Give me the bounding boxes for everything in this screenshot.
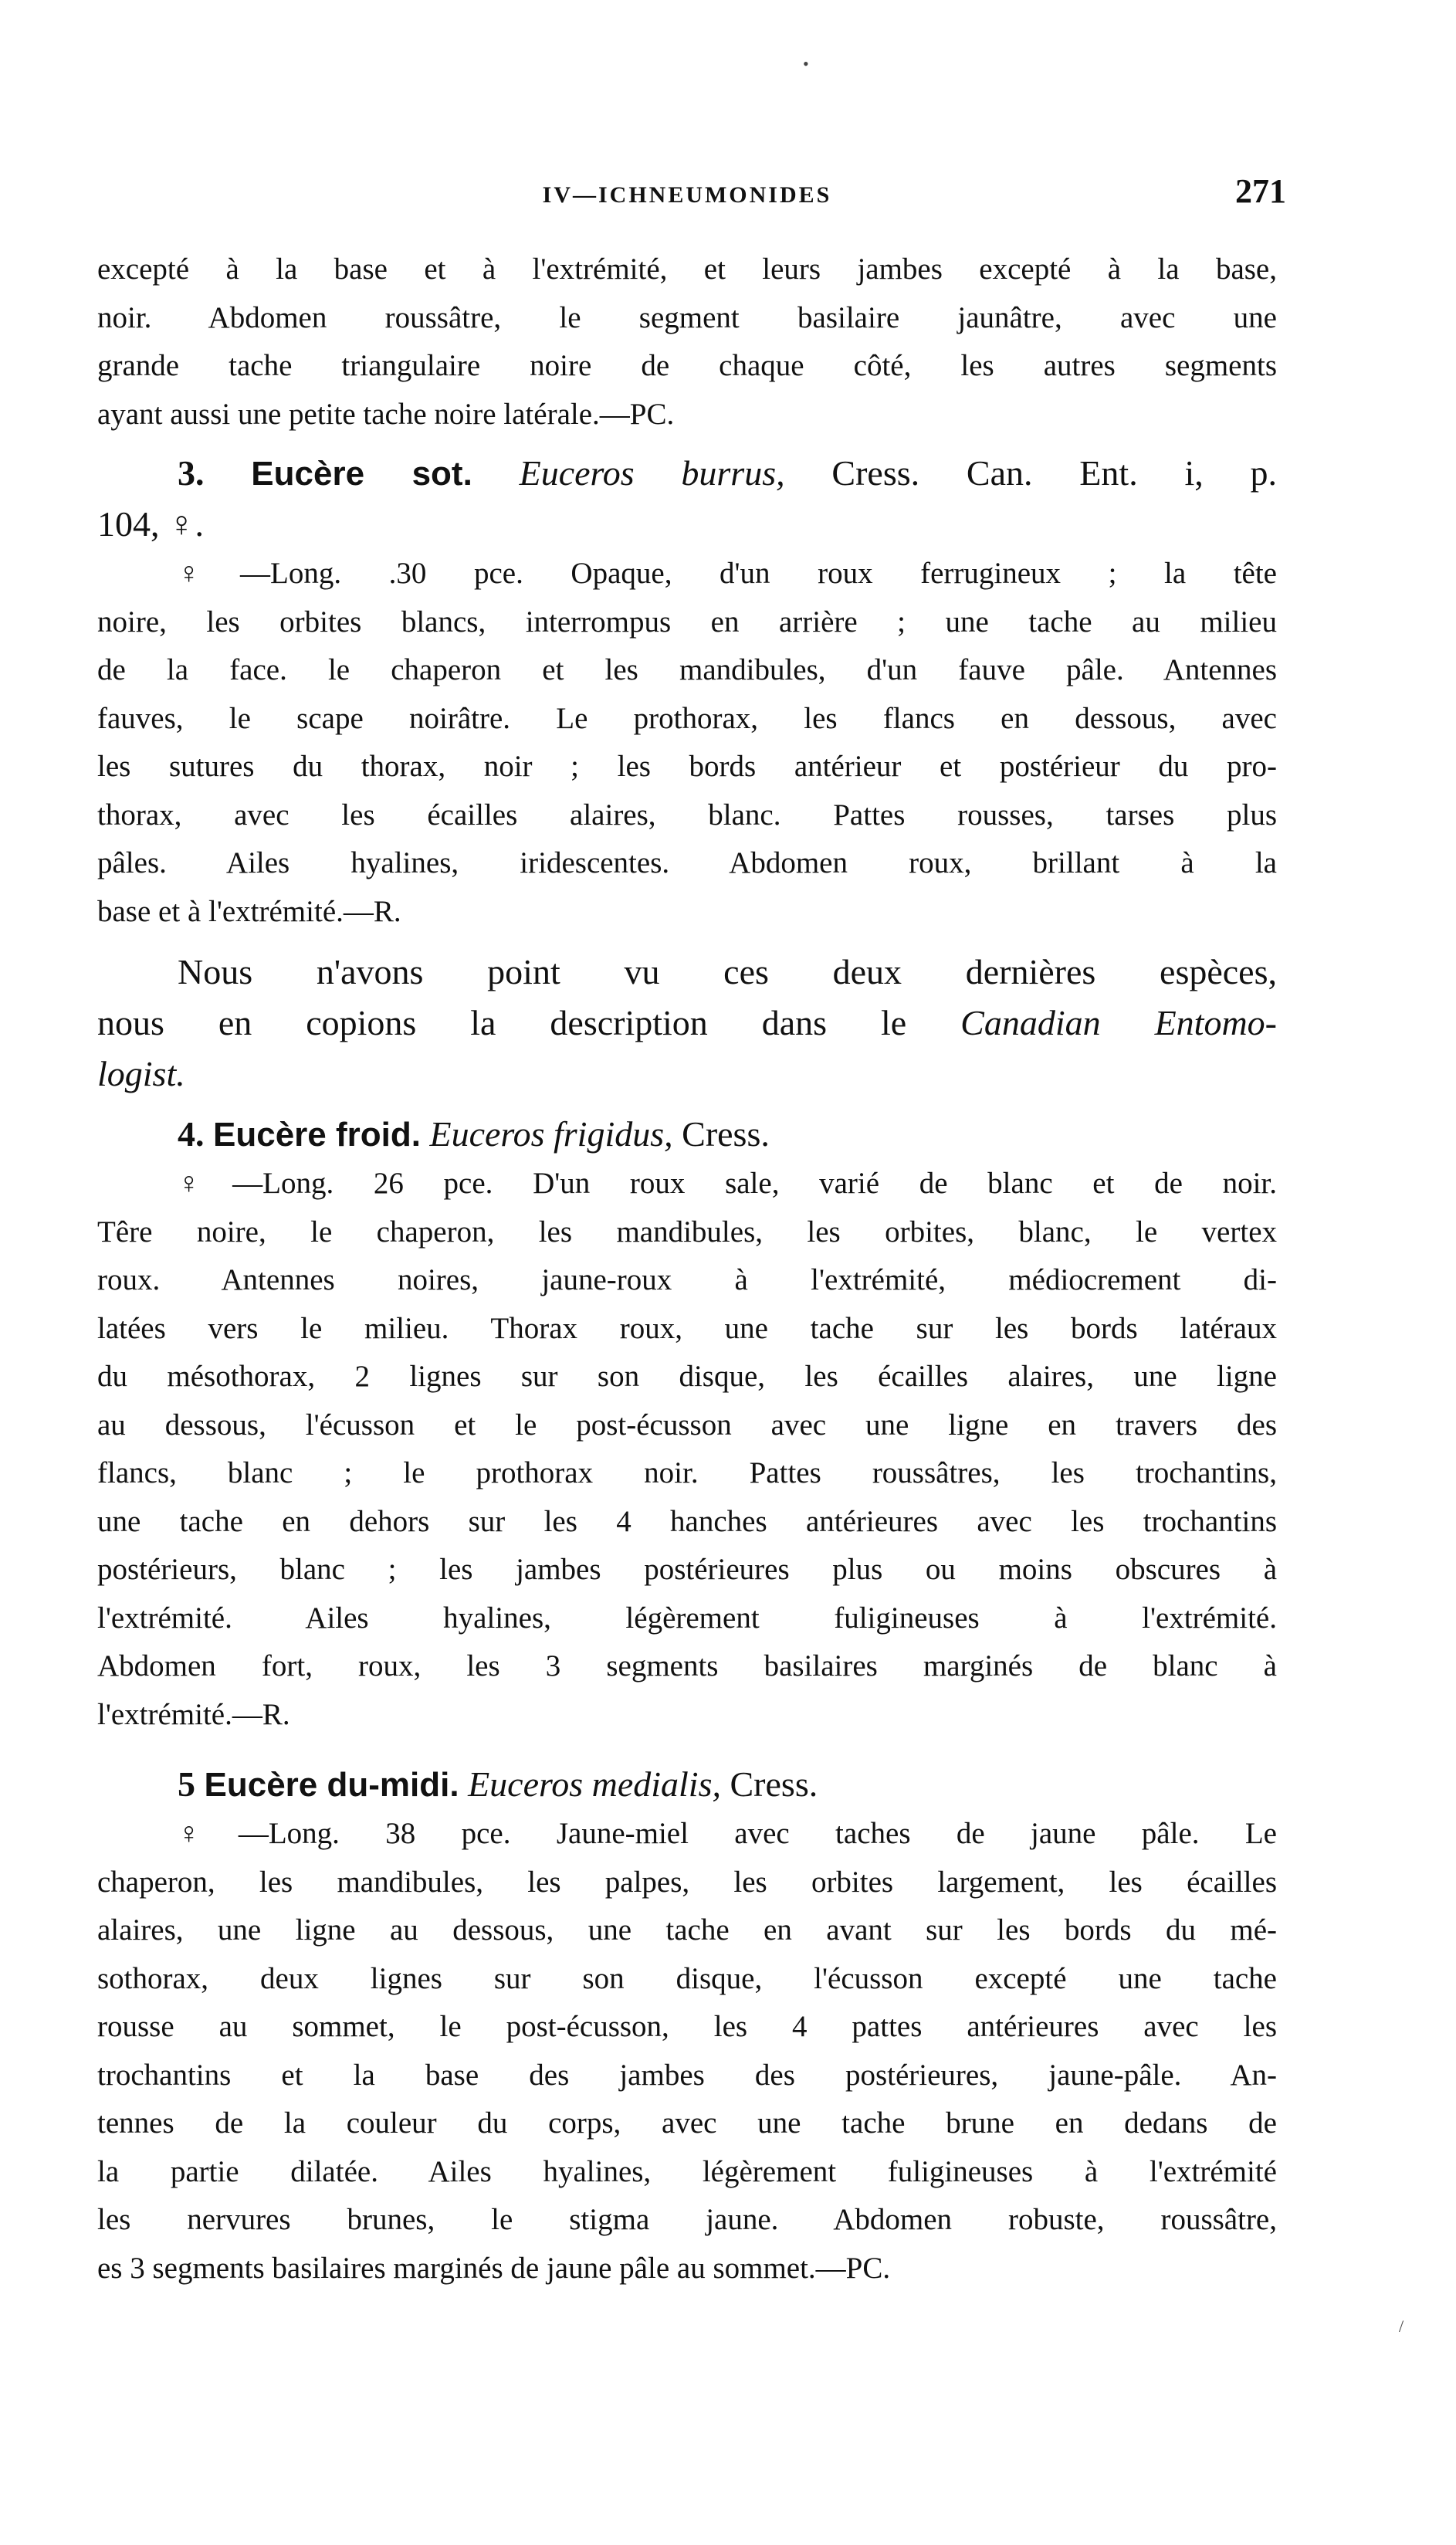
text-line: une tache en dehors sur les 4 hanches antérieures avec les trochantins [97,1504,1277,1538]
spacer [97,1739,1277,1750]
text-line: sothorax, deux lignes sur son disque, l'écusson excepté une tache [97,1961,1277,1995]
text-line: la partie dilatée. Ailes hyalines, légèrement fuligineuses à l'extrémité [97,2154,1277,2188]
text-line: pâles. Ailes hyalines, iridescentes. Abdomen roux, brillant à la [97,846,1277,879]
species-heading [97,1109,1277,1160]
text-line: chaperon, les mandibules, les palpes, les orbites largement, les écailles [97,1865,1277,1899]
spacer [97,936,1277,947]
species-author: Cress. [682,1114,770,1154]
text-line: ♀—Long. 38 pce. Jaune-miel avec taches de jaune pâle. Le [178,1817,1277,1850]
species-heading [97,1759,1277,1810]
species-number: 5 [178,1764,195,1804]
editorial-note [97,947,1277,1100]
note-line [97,998,1277,1049]
text-line: Têre noire, le chaperon, les mandibules, les orbites, blanc, le vertex [97,1215,1277,1249]
note-line: Nous n'avons point vu ces deux dernières espèces, [178,952,1277,991]
text-line: de la face. le chaperon et les mandibules, d'un fauve pâle. Antennes [97,653,1277,686]
text-line: fauves, le scape noirâtre. Le prothorax, les flancs en dessous, avec [97,701,1277,735]
text-line: excepté à la base et à l'extrémité, et leurs jambes excepté à la base, [97,252,1277,286]
text-line: ♀—Long. .30 pce. Opaque, d'un roux ferrugineux ; la tête [178,557,1277,590]
species-latin-name: Euceros medialis, [468,1764,721,1804]
text-line: les nervures brunes, le stigma jaune. Abdomen robuste, roussâtre, [97,2203,1277,2236]
text-line: Abdomen fort, roux, les 3 segments basilaires marginés de blanc à [97,1649,1277,1683]
margin-mark-right: / [1399,2316,1404,2336]
note-line: logist. [97,1054,185,1093]
margin-mark-top: • [803,54,809,73]
running-head: IV—ICHNEUMONIDES [542,182,832,208]
text-line: alaires, une ligne au dessous, une tache en avant sur les bords du mé- [97,1913,1277,1947]
text-line: noir. Abdomen roussâtre, le segment basilaire jaunâtre, avec une [97,300,1277,334]
text-line: ♀—Long. 26 pce. D'un roux sale, varié de blanc et de noir. [178,1167,1277,1200]
text-line: ayant aussi une petite tache noire latérale.—PC. [97,397,675,431]
species-latin-name: Euceros frigidus, [429,1114,673,1154]
species-entry-4 [97,1109,1277,1739]
text-line: l'extrémité. Ailes hyalines, légèrement fuligineuses à l'extrémité. [97,1601,1277,1635]
species-french-name: Eucère sot. [251,455,472,493]
species-heading [97,448,1277,499]
paragraph-continuation [97,246,1277,439]
note-journal-title: Canadian Entomo- [960,1003,1277,1042]
species-author: Cress. [730,1764,818,1804]
text-line: grande tache triangulaire noire de chaque côté, les autres segments [97,349,1277,382]
species-latin-name: Euceros burrus, [519,453,785,493]
page-number: 271 [1235,172,1286,210]
text-line: l'extrémité.—R. [97,1697,290,1731]
page-header [93,171,1286,225]
species-author: Cress. Can. Ent. i, p. [831,453,1278,493]
text-line: les sutures du thorax, noir ; les bords antérieur et postérieur du pro- [97,750,1277,783]
text-line: tennes de la couleur du corps, avec une tache brune en dedans de [97,2106,1277,2140]
text-line: au dessous, l'écusson et le post-écusson avec une ligne en travers des [97,1408,1277,1442]
text-line: postérieurs, blanc ; les jambes postérieures plus ou moins obscures à [97,1553,1277,1586]
species-reference: 104, ♀. [97,504,204,544]
text-line: flancs, blanc ; le prothorax noir. Pattes roussâtres, les trochantins, [97,1456,1277,1489]
page-body [97,246,1277,2293]
species-french-name: Eucère du-midi. [204,1766,459,1804]
text-line: trochantins et la base des jambes des postérieures, jaune-pâle. An- [97,2058,1277,2092]
text-line: latées vers le milieu. Thorax roux, une tache sur les bords latéraux [97,1311,1277,1345]
text-line: noire, les orbites blancs, interrompus en arrière ; une tache au milieu [97,605,1277,639]
species-french-name: Eucère froid. [213,1116,421,1154]
text-line: base et à l'extrémité.—R. [97,894,401,928]
note-text: nous en copions la description dans le [97,1003,907,1042]
text-line: du mésothorax, 2 lignes sur son disque, les écailles alaires, une ligne [97,1360,1277,1393]
species-number: 4. [178,1114,205,1154]
species-entry-3 [97,448,1277,936]
species-entry-5 [97,1759,1277,2293]
text-line: thorax, avec les écailles alaires, blanc. Pattes rousses, tarses plus [97,798,1277,832]
species-number: 3. [178,453,205,493]
text-line: rousse au sommet, le post-écusson, les 4 pattes antérieures avec les [97,2010,1277,2043]
text-line: es 3 segments basilaires marginés de jaune pâle au sommet.—PC. [97,2251,891,2285]
text-line: roux. Antennes noires, jaune-roux à l'extrémité, médiocrement di- [97,1263,1277,1296]
